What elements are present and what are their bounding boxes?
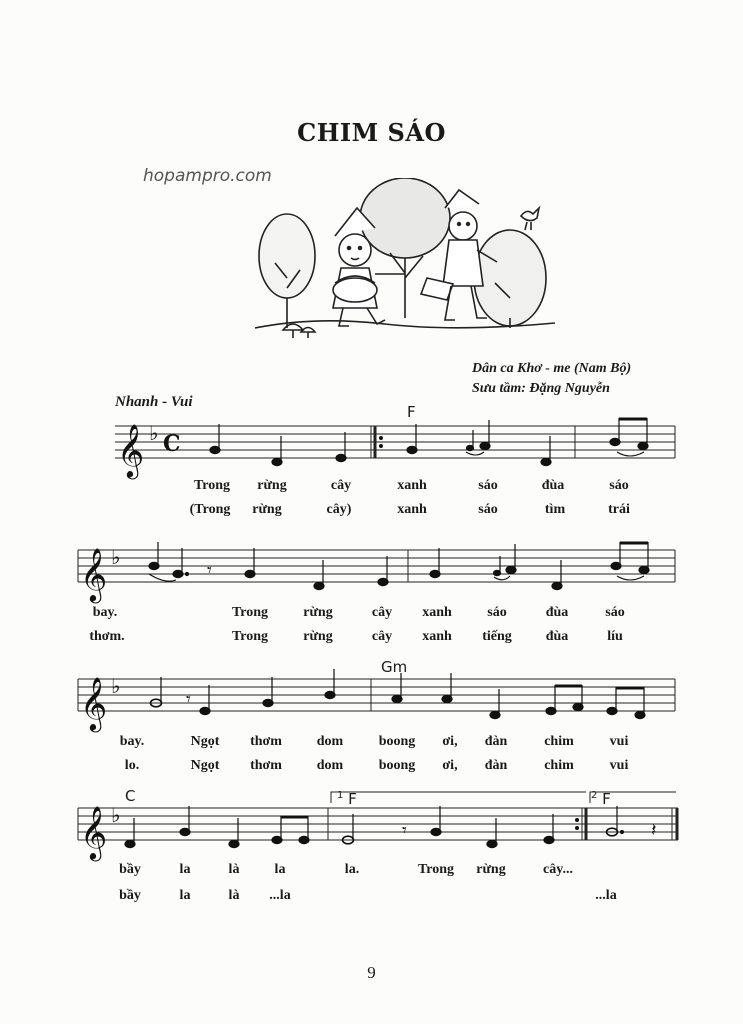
- tempo-marking: Nhanh - Vui: [115, 394, 193, 410]
- lyric-word: rừng: [303, 605, 333, 620]
- song-title: CHIM SÁO: [297, 118, 446, 147]
- lyric-word: (Trong: [189, 502, 231, 517]
- lyric-word: la: [179, 888, 191, 903]
- flat-icon: ♭: [111, 674, 121, 698]
- lyric-word: vui: [609, 734, 629, 749]
- common-time-icon: C: [163, 431, 181, 457]
- lyric-word: đùa: [545, 605, 569, 620]
- chord-f: F: [407, 403, 416, 421]
- lyric-word: bầy: [119, 888, 141, 903]
- lyric-word: rừng: [476, 862, 506, 877]
- lyric-word: đùa: [541, 478, 565, 493]
- flat-icon: ♭: [149, 421, 159, 445]
- flat-icon: ♭: [111, 545, 121, 569]
- lyric-word: sáo: [487, 605, 507, 620]
- lyric-word: đàn: [484, 734, 508, 749]
- lyric-word: xanh: [422, 605, 452, 620]
- lyric-word: đùa: [545, 629, 569, 644]
- lyric-word: bay.: [92, 605, 118, 620]
- lyric-word: thơm: [250, 758, 282, 773]
- lyric-word: Trong: [231, 629, 269, 644]
- lyric-word: la: [274, 862, 286, 877]
- lyric-word: ...la: [595, 888, 617, 903]
- lyric-word: rừng: [257, 478, 287, 493]
- lyric-word: cây: [371, 605, 393, 620]
- quarter-rest-icon: 𝄽: [651, 820, 657, 841]
- eighth-rest-icon: 𝄾: [207, 560, 212, 581]
- lyric-word: sáo: [609, 478, 629, 493]
- eighth-rest-icon: 𝄾: [186, 689, 191, 710]
- staff-2: [78, 550, 675, 582]
- lyric-word: sáo: [478, 478, 498, 493]
- lyric-word: xanh: [397, 502, 427, 517]
- lyric-word: rừng: [303, 629, 333, 644]
- lyric-word: ...la: [269, 888, 291, 903]
- lyric-word: ơi,: [442, 758, 458, 773]
- lyric-word: Trong: [193, 478, 231, 493]
- treble-clef-icon: 𝄞: [80, 805, 108, 859]
- chord-gm: Gm: [381, 658, 408, 676]
- origin-credit: Dân ca Khơ - me (Nam Bộ): [472, 361, 632, 376]
- lyric-word: bầy: [119, 862, 141, 877]
- lyric-word: là: [228, 888, 240, 903]
- lyric-word: chim: [544, 734, 574, 749]
- lyric-word: dom: [316, 734, 344, 749]
- lyric-word: thơm: [250, 734, 282, 749]
- eighth-rest-icon: 𝄾: [402, 820, 407, 841]
- staff-1: [115, 426, 675, 458]
- lyric-word: đàn: [484, 758, 508, 773]
- lyric-word: cây): [326, 502, 352, 517]
- lyric-word: líu: [607, 629, 623, 644]
- staff-4: [78, 792, 678, 840]
- treble-clef-icon: 𝄞: [80, 547, 108, 601]
- lyric-word: sáo: [478, 502, 498, 517]
- lyric-word: ơi,: [442, 734, 458, 749]
- page-number: 9: [367, 963, 376, 982]
- flat-icon: ♭: [111, 803, 121, 827]
- lyric-word: lo.: [124, 758, 140, 773]
- lyric-word: boong: [378, 734, 416, 749]
- lyric-word: xanh: [397, 478, 427, 493]
- first-ending-number: 1: [337, 790, 344, 801]
- lyric-word: Ngọt: [190, 734, 220, 749]
- lyric-word: tiếng: [482, 629, 512, 644]
- staff-3: [78, 679, 675, 711]
- lyric-word: chim: [544, 758, 574, 773]
- lyric-word: vui: [609, 758, 629, 773]
- lyric-word: boong: [378, 758, 416, 773]
- chord-f-first-ending: F: [348, 790, 357, 808]
- chord-f-second-ending: F: [602, 790, 611, 808]
- lyric-word: tìm: [544, 502, 566, 517]
- lyric-word: Ngọt: [190, 758, 220, 773]
- treble-clef-icon: 𝄞: [80, 676, 108, 730]
- watermark: hopampro.com: [143, 166, 272, 186]
- lyric-word: dom: [316, 758, 344, 773]
- lyric-word: thơm.: [89, 629, 125, 644]
- lyric-word: là: [228, 862, 240, 877]
- lyric-word: Trong: [417, 862, 455, 877]
- lyric-word: cây...: [543, 862, 573, 877]
- second-ending-number: 2: [591, 790, 598, 801]
- lyric-word: cây: [371, 629, 393, 644]
- lyric-word: rừng: [252, 502, 282, 517]
- lyric-word: la: [179, 862, 191, 877]
- lyric-word: Trong: [231, 605, 269, 620]
- lyric-word: la.: [344, 862, 360, 877]
- lyric-word: sáo: [605, 605, 625, 620]
- treble-clef-icon: 𝄞: [117, 423, 145, 477]
- lyric-word: bay.: [119, 734, 145, 749]
- lyric-word: cây: [330, 478, 352, 493]
- lyric-word: trái: [608, 502, 630, 517]
- chord-c: C: [125, 787, 136, 805]
- lyric-word: xanh: [422, 629, 452, 644]
- collector-credit: Sưu tầm: Đặng Nguyễn: [472, 381, 610, 396]
